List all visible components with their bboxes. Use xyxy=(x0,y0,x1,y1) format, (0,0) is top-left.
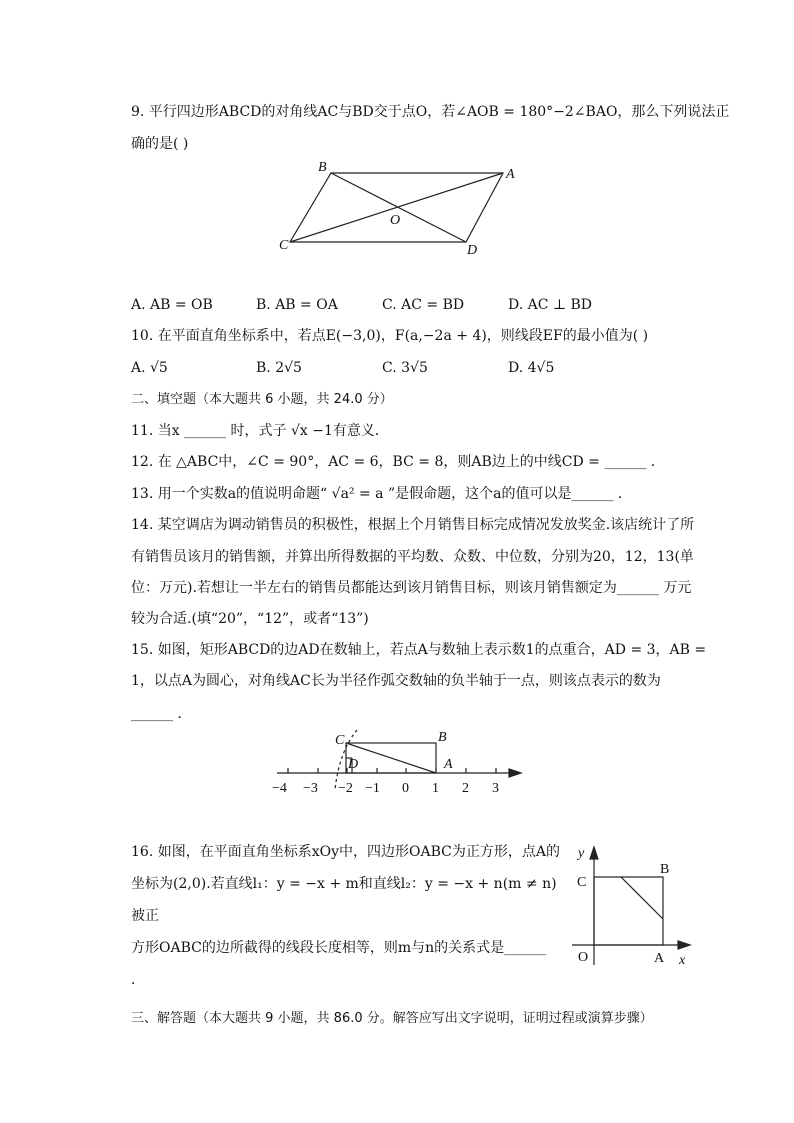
q12-text: 12. 在 △ABC中，∠C = 90°，AC = 6，BC = 8，则AB边上的中线CD = ______ ． xyxy=(131,454,665,470)
section-2-heading: 二、填空题（本大题共 6 小题，共 24.0 分） xyxy=(131,392,393,407)
q15-label-C: C xyxy=(335,733,345,748)
q15-tick-label: 3 xyxy=(492,781,499,796)
q11-text: 11. 当x ______ 时，式子 √x −1有意义． xyxy=(131,423,389,439)
q9-text-continued: 确的是( ) xyxy=(131,136,189,152)
q9-option-a: A. AB = OB xyxy=(131,297,213,313)
q13-text: 13. 用一个实数a的值说明命题“ √a² = a ”是假命题，这个a的值可以是______ ． xyxy=(131,486,632,502)
q16-line-2: 坐标为(2,0).若直线l₁：y = −x + m和直线l₂：y = −x + n(m ≠ n)被正 xyxy=(131,876,557,924)
q15-line-3: ______ ． xyxy=(131,706,192,722)
q15-label-B: B xyxy=(438,730,447,745)
q15-line-1: 15. 如图，矩形ABCD的边AD在数轴上，若点A与数轴上表示数1的点重合，AD = 3，AB = xyxy=(131,642,707,658)
q15-tick-label: −2 xyxy=(338,781,353,796)
q16-label-C: C xyxy=(577,875,587,890)
q14-line-2: 有销售员该月的销售额，并算出所得数据的平均数、众数、中位数，分别为20，12，13(单 xyxy=(131,549,694,565)
q16-label-O: O xyxy=(578,950,589,965)
q15-label-D: D xyxy=(348,757,359,772)
q10-option-a: A. √5 xyxy=(131,360,168,376)
q16-label-x: x xyxy=(679,953,686,968)
q10-option-c: C. 3√5 xyxy=(382,360,428,376)
q9-label-B: B xyxy=(318,160,327,175)
q15-tick-label: −1 xyxy=(365,781,380,796)
q16-label-y: y xyxy=(578,846,585,861)
q9-label-D: D xyxy=(467,243,478,258)
q16-label-A: A xyxy=(654,951,665,966)
q10-option-d: D. 4√5 xyxy=(508,360,555,376)
q15-tick-label: −4 xyxy=(272,781,287,796)
q9-text: 9. 平行四边形ABCD的对角线AC与BD交于点O，若∠AOB = 180°−2∠BAO，那么下列说法正 xyxy=(131,104,730,120)
q16-label-B: B xyxy=(660,862,670,877)
q9-option-b: B. AB = OA xyxy=(256,297,338,313)
q15-line-2: 1，以点A为圆心，对角线AC长为半径作弧交数轴的负半轴于一点，则该点表示的数为 xyxy=(131,673,661,689)
q16-line-1: 16. 如图，在平面直角坐标系xOy中，四边形OABC为正方形，点A的 xyxy=(131,844,560,860)
q16-line-3: 方形OABC的边所截得的线段长度相等，则m与n的关系式是______ ． xyxy=(131,940,547,988)
section-3-heading: 三、解答题（本大题共 9 小题，共 86.0 分。解答应写出文字说明，证明过程或演算步骤） xyxy=(131,1011,653,1026)
q14-line-4: 较为合适.(填“20”，“12”，或者“13”) xyxy=(131,611,369,627)
q15-label-A: A xyxy=(444,757,453,772)
q9-label-A: A xyxy=(506,167,515,182)
q14-line-3: 位：万元).若想让一半左右的销售员都能达到该月销售目标，则该月销售额定为______ 万元 xyxy=(131,580,692,596)
q10-option-b: B. 2√5 xyxy=(256,360,302,376)
q9-option-d: D. AC ⊥ BD xyxy=(508,297,593,313)
q15-tick-label: 1 xyxy=(432,781,439,796)
q9-option-c: C. AC = BD xyxy=(382,297,465,313)
q9-label-C: C xyxy=(279,238,289,253)
q9-label-O: O xyxy=(390,213,401,228)
q10-text: 10. 在平面直角坐标系中，若点E(−3,0)，F(a,−2a + 4)，则线段EF的最小值为( ) xyxy=(131,328,649,344)
q15-tick-label: −3 xyxy=(303,781,318,796)
q15-tick-label: 2 xyxy=(462,781,469,796)
q15-tick-label: 0 xyxy=(402,781,409,796)
q14-line-1: 14. 某空调店为调动销售员的积极性，根据上个月销售目标完成情况发放奖金.该店统计了所 xyxy=(131,517,695,533)
